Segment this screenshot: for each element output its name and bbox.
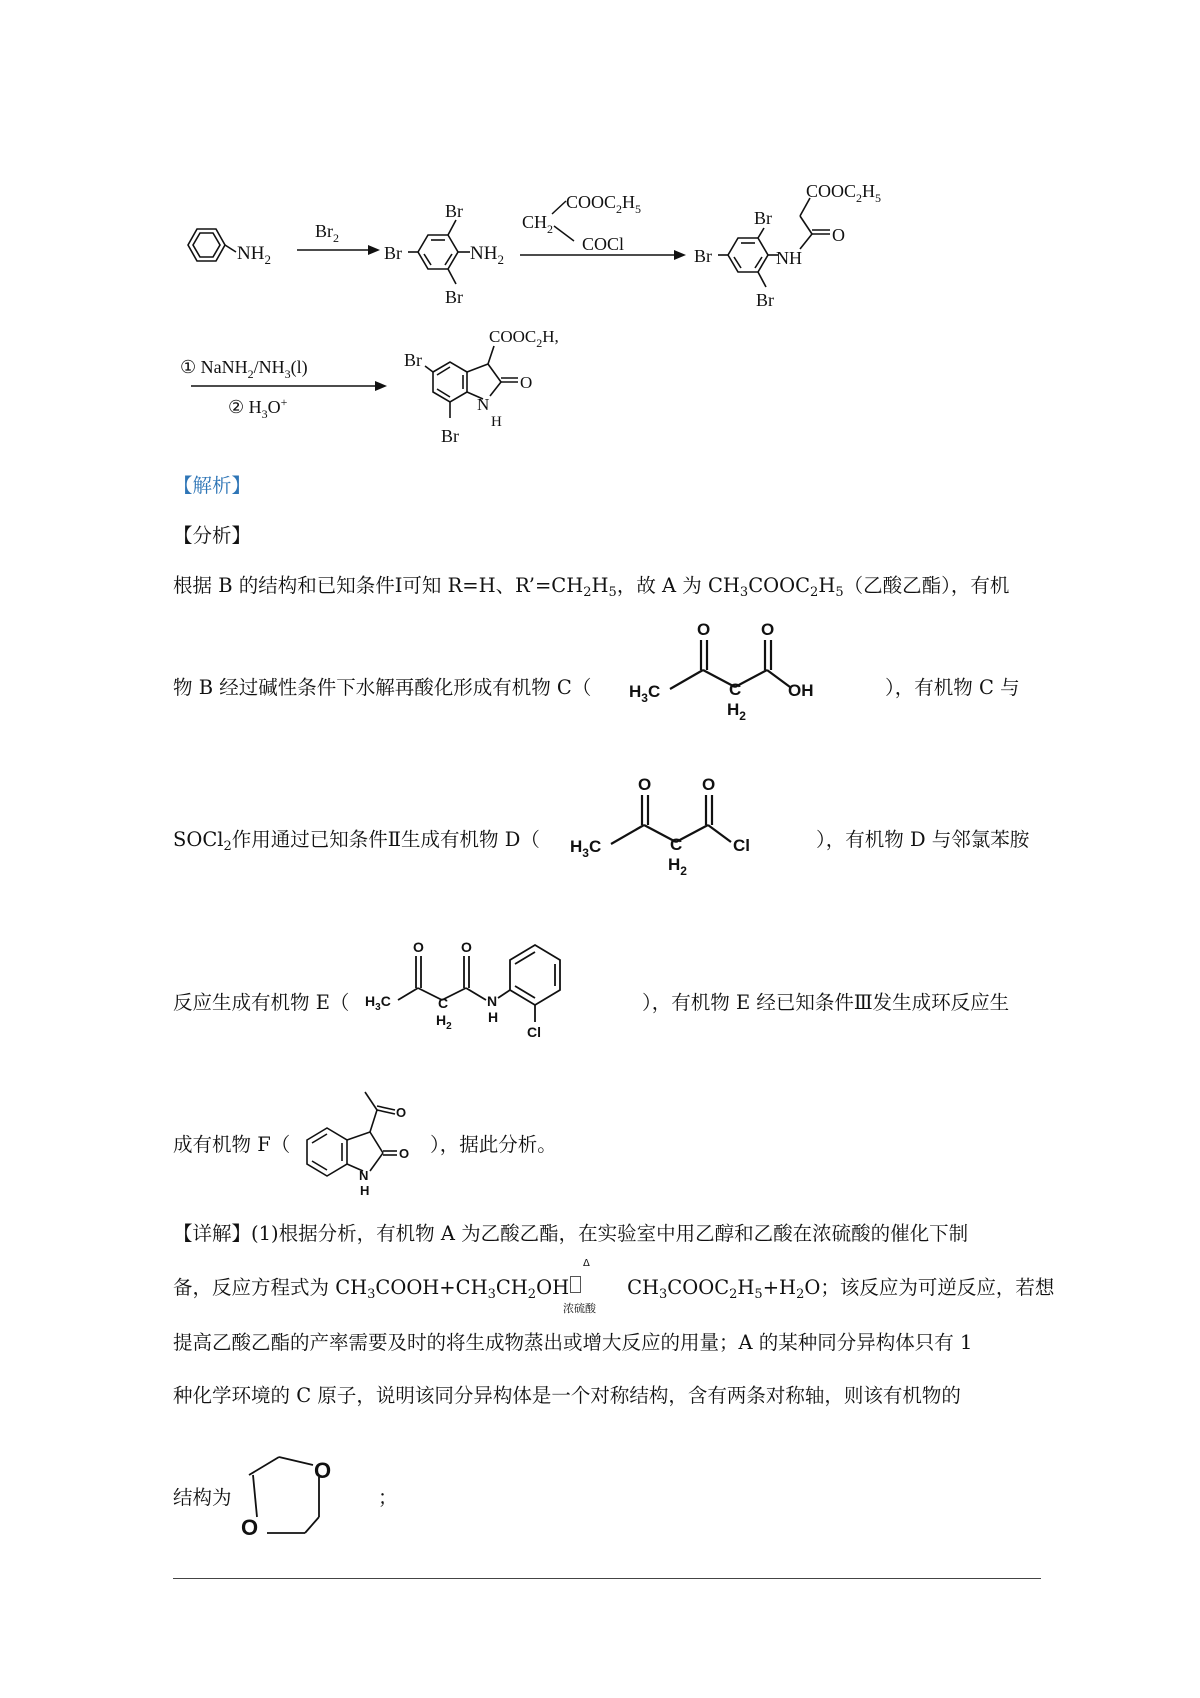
svg-text:H: H	[488, 1009, 499, 1025]
paragraph-line-8: 提高乙酸乙酯的产率需要及时的将生成物蒸出或增大反应的用量；A 的某种同分异构体只有 1	[173, 1331, 973, 1354]
structure-e	[360, 930, 620, 1050]
paragraph-line-10a: 结构为	[173, 1486, 232, 1509]
product-br-top: Br	[404, 350, 422, 370]
svg-text:N: N	[487, 993, 498, 1009]
structure-dioxane	[235, 1435, 355, 1545]
paragraph-line-7: 备，反应方程式为 $CH_3COOH+CH_3CH_2OH$ $CH_3COOC_2H_5+H_2O$；该反应为可逆反应，若想	[173, 1276, 1055, 1302]
svg-text:H2: $H_2$	[727, 700, 746, 723]
delta-label: Δ	[583, 1258, 590, 1269]
arrow-2-head	[674, 250, 686, 260]
paragraph-line-3a: SOCl$_2$作用通过已知条件Ⅱ生成有机物 D（	[173, 828, 540, 854]
paragraph-line-9: 种化学环境的 C 原子，说明该同分异构体是一个对称结构，含有两条对称轴，则该有机物的	[173, 1384, 961, 1407]
product-ring	[425, 346, 518, 418]
arrow-3-head	[375, 381, 387, 391]
svg-text:C: C	[729, 680, 742, 699]
amide-o: O	[832, 225, 845, 245]
paragraph-line-6: 【详解】(1)根据分析，有机物 A 为乙酸乙酯，在实验室中用乙醇和乙酸在浓硫酸的催化下制	[173, 1222, 969, 1245]
catalyst-label: 浓硫酸	[563, 1302, 596, 1315]
paragraph-line-5b: ），据此分析。	[430, 1133, 557, 1156]
heading-fenxi: 【分析】	[173, 524, 252, 547]
structure-d	[566, 770, 806, 878]
svg-text:O: O	[314, 1458, 332, 1483]
product-cooet: $COOC_2H$,	[489, 327, 559, 350]
arrow-1-head	[368, 245, 380, 255]
svg-text:Cl: Cl	[527, 1024, 541, 1040]
paragraph-line-5a: 成有机物 F（	[173, 1133, 291, 1156]
svg-text:C: C	[438, 995, 449, 1011]
step1-reagent: $Br_2$	[315, 221, 339, 245]
paragraph-line-4a: 反应生成有机物 E（	[173, 991, 350, 1014]
svg-text:O: O	[396, 1105, 407, 1120]
tribromo-br-top: Br	[445, 201, 463, 221]
svg-text:H3C: $H_3C$	[365, 993, 391, 1013]
malonyl-reagent	[522, 192, 641, 254]
svg-text:COCl: COCl	[582, 234, 625, 254]
svg-text:O: O	[638, 775, 652, 794]
step3-reagent-1: ① $NaNH_2/NH_3(l)$	[180, 357, 308, 381]
paragraph-line-2a: 物 B 经过碱性条件下水解再酸化形成有机物 C（	[173, 676, 592, 699]
svg-text:O: O	[413, 939, 424, 955]
svg-text:O: O	[461, 939, 472, 955]
paragraph-line-3b: ），有机物 D 与邻氯苯胺	[816, 828, 1030, 851]
svg-text:O: O	[399, 1146, 410, 1161]
product-o: O	[520, 373, 533, 392]
svg-text:O: O	[761, 620, 775, 639]
tribromo-br-bottom: Br	[445, 287, 463, 307]
paragraph-line-4b: ），有机物 E 经已知条件Ⅲ发生成环反应生	[642, 991, 1010, 1014]
amide-br-top: Br	[754, 208, 772, 228]
structure-c	[625, 615, 885, 723]
svg-text:O: O	[241, 1515, 259, 1540]
svg-text:H2: $H_2$	[668, 855, 687, 878]
svg-text:O: O	[702, 775, 716, 794]
footer-rule	[173, 1578, 1041, 1579]
aniline-nh2: $NH_2$	[237, 243, 271, 267]
svg-text:H3C: $H_3C$	[570, 837, 602, 860]
paragraph-line-10b: ；	[378, 1486, 398, 1509]
amide-ring	[718, 198, 830, 287]
paragraph-line-1: 根据 B 的结构和已知条件Ⅰ可知 R=H、$R’=CH_2H_5$，故 A 为 $CH_3COOC_2H_5$（乙酸乙酯），有机	[173, 574, 1010, 600]
svg-text:C: C	[670, 835, 683, 854]
product-br-bottom: Br	[441, 426, 459, 446]
amide-cooet: $COOC_2H_5$	[806, 181, 882, 205]
svg-text:O: O	[697, 620, 711, 639]
reaction-scheme	[0, 0, 1200, 470]
svg-text:N: N	[359, 1168, 369, 1183]
amide-br-left: Br	[694, 246, 712, 266]
product-n: N	[477, 395, 490, 414]
tribromoaniline-ring	[408, 220, 470, 284]
svg-text:H2: $H_2$	[436, 1012, 452, 1032]
reversible-arrow-box	[570, 1276, 581, 1293]
tribromo-br-left: Br	[384, 243, 402, 263]
tribromo-nh2: $NH_2$	[470, 243, 504, 267]
heading-jiexi: 【解析】	[173, 474, 252, 497]
product-h: H	[491, 414, 502, 430]
svg-text:H3C: $H_3C$	[629, 682, 661, 705]
amide-br-bottom: Br	[756, 290, 774, 310]
amide-nh: NH	[776, 248, 802, 268]
paragraph-line-2b: ），有机物 C 与	[885, 676, 1020, 699]
step3-reagent-2: ② $H_3O^+$	[228, 395, 288, 421]
svg-text:H: H	[360, 1183, 370, 1198]
aniline-structure	[188, 229, 236, 261]
svg-text:OH: OH	[788, 681, 814, 700]
svg-text:COOC2H5: $COOC_2H_5$	[566, 192, 642, 216]
svg-text:CH2: $CH_2$	[522, 212, 554, 236]
svg-text:Cl: Cl	[733, 836, 750, 855]
